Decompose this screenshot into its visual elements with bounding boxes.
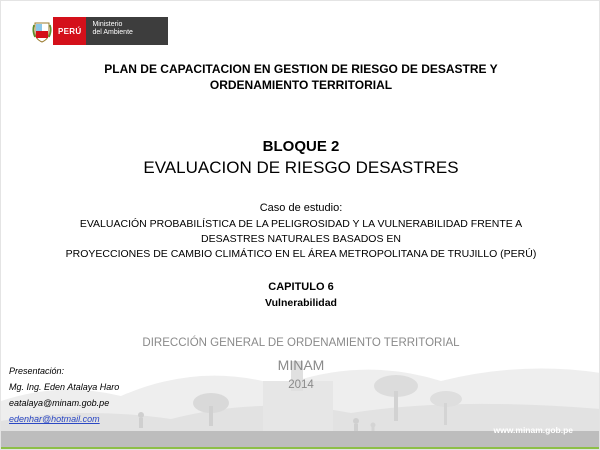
chapter-label: CAPITULO 6 [268,281,334,293]
ministry-line1: Ministerio [92,21,123,28]
presenter-label: Presentación: [9,366,65,376]
direction-label: DIRECCIÓN GENERAL DE ORDENAMIENTO TERRITORIAL [142,337,460,349]
org-label: MINAM [277,357,325,373]
chapter-title: Vulnerabilidad [265,297,337,309]
block-subtitle: EVALUACION DE RIESGO DESASTRES [143,158,459,177]
ministry-logo [31,17,168,45]
ministry-line2: del Ambiente [92,29,133,36]
block-label: BLOQUE 2 [262,138,340,155]
plan-title-line1: PLAN DE CAPACITACION EN GESTION DE RIESGO DE DESASTRE Y [104,62,498,76]
presenter-block [9,363,119,427]
plan-title [1,61,600,93]
presenter-name: Mg. Ing. Eden Atalaya Haro [9,382,120,392]
case-study-heading: Caso de estudio: [259,202,343,214]
case-study-line3: PROYECCIONES DE CAMBIO CLIMÁTICO EN EL ÁREA METROPOLITANA DE TRUJILLO (PERÚ) [65,248,537,260]
country-label: PERÚ [53,17,86,45]
ministry-label [86,17,168,45]
year-label: 2014 [288,379,314,391]
case-study-line1: EVALUACIÓN PROBABILÍSTICA DE LA PELIGROSIDAD Y LA VULNERABILIDAD FRENTE A [79,218,523,230]
presenter-email-2-link[interactable]: edenhar@hotmail.com [9,414,100,424]
presenter-email-1: eatalaya@minam.gob.pe [9,398,110,408]
case-study-body [1,217,600,262]
coat-of-arms-icon [31,17,53,45]
plan-title-line2: ORDENAMIENTO TERRITORIAL [209,78,393,92]
website-label: www.minam.gob.pe [493,425,573,435]
case-study-line2: DESASTRES NATURALES BASADOS EN [201,233,401,245]
